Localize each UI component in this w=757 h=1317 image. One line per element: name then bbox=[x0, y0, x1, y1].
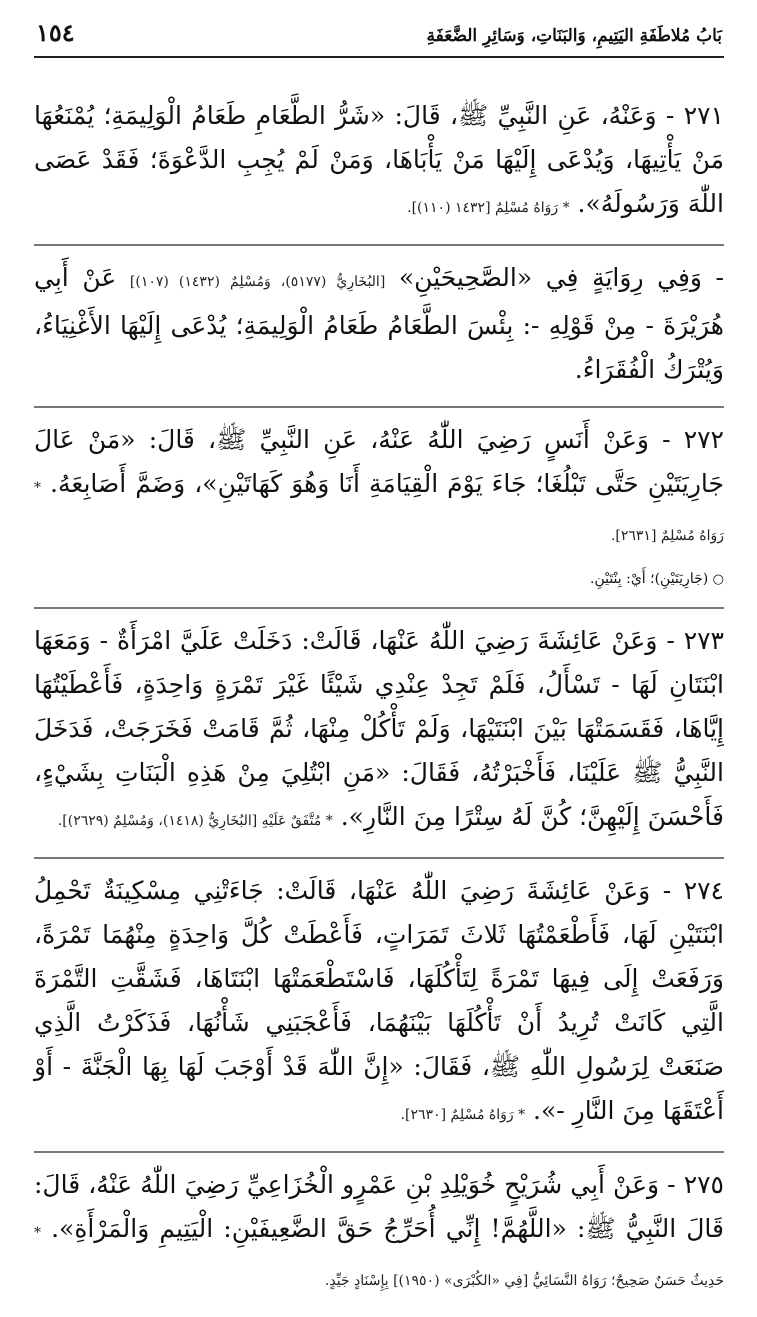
footnote bbox=[34, 566, 724, 593]
hadith-body: ٢٧٣ - وَعَنْ عَائِشَةَ رَضِيَ اللّٰهُ عَنْهَا، قَالَتْ: دَخَلَتْ عَلَيَّ امْرَأَةٌ - وَمَعَهَا ابْنَتَانِ لَهَا - تَسْأَلُ، فَلَمْ تَجِدْ عِنْدِي شَيْئًا غَيْرَ تَمْرَةٍ وَاحِدَةٍ، فَأَعْطَيْتُهَا إِيَّاهَا، فَقَسَمَتْهَا بَيْنَ ابْنَتَيْهَا، وَلَمْ تَأْكُلْ مِنْهَا، ثُمَّ قَامَتْ فَخَرَجَتْ، فَدَخَلَ النَّبِيُّ ﷺ عَلَيْنَا، فَأَخْبَرْتُهُ، فَقَالَ: «مَنِ ابْتُلِيَ مِنْ هَذِهِ الْبَنَاتِ بِشَيْءٍ، فَأَحْسَنَ إِلَيْهِنَّ؛ كُنَّ لَهُ سِتْرًا مِنَ النَّارِ». bbox=[34, 626, 724, 831]
hadith-source: * حَدِيثٌ حَسَنٌ صَحِيحٌ؛ رَوَاهُ النَّسَائِيُّ [فِي «الكُبْرَى» (١٩٥٠)] بِإِسْنَادٍ جَيِّدٍ. bbox=[34, 1225, 724, 1289]
hadith-body: - وَفِي رِوَايَةٍ فِي «الصَّحِيحَيْنِ» bbox=[398, 263, 725, 292]
hadith-text bbox=[34, 1163, 724, 1303]
hadith-source: * رَوَاهُ مُسْلِمٌ [٢٦٣١]. bbox=[34, 480, 724, 544]
page-content bbox=[34, 84, 724, 1317]
page-number: ١٥٤ bbox=[36, 18, 75, 47]
hadith-272 bbox=[34, 408, 724, 609]
hadith-body: ٢٧١ - وَعَنْهُ، عَنِ النَّبِيِّ ﷺ، قَالَ: «شَرُّ الطَّعَامِ طَعَامُ الْوَلِيمَةِ؛ يُمْنَعُهَا مَنْ يَأْتِيهَا، وَيُدْعَى إِلَيْهَا مَنْ يَأْبَاهَا، وَمَنْ لَمْ يُجِبِ الدَّعْوَةَ؛ فَقَدْ عَصَى اللّٰهَ وَرَسُولَهُ». bbox=[34, 101, 724, 218]
hadith-text bbox=[34, 256, 724, 392]
page-header bbox=[34, 18, 724, 58]
hadith-source: * رَوَاهُ مُسْلِمٌ [١٤٣٢ (١١٠)]. bbox=[407, 200, 570, 216]
chapter-title: بَابُ مُلاطَفَةِ اليَتِيمِ، وَالبَنَاتِ، وَسَائِرِ الضَّعَفَةِ bbox=[426, 26, 722, 46]
hadith-274 bbox=[34, 859, 724, 1153]
hadith-body: ٢٧٤ - وَعَنْ عَائِشَةَ رَضِيَ اللّٰهُ عَنْهَا، قَالَتْ: جَاءَتْنِي مِسْكِينَةٌ تَحْمِلُ ابْنَتَيْنِ لَهَا، فَأَطْعَمْتُهَا ثَلاثَ تَمَرَاتٍ، فَأَعْطَتْ كُلَّ وَاحِدَةٍ مِنْهُمَا تَمْرَةً، وَرَفَعَتْ إِلَى فِيهَا تَمْرَةً لِتَأْكُلَهَا، فَاسْتَطْعَمَتْهَا ابْنَتَاهَا، فَشَقَّتِ التَّمْرَةَ الَّتِي كَانَتْ تُرِيدُ أَنْ تَأْكُلَهَا بَيْنَهُمَا، فَأَعْجَبَنِي شَأْنُهَا، فَذَكَرْتُ الَّذِي صَنَعَتْ لِرَسُولِ اللّٰهِ ﷺ، فَقَالَ: «إِنَّ اللّٰهَ قَدْ أَوْجَبَ لَهَا بِهَا الْجَنَّةَ - أَوْ أَعْتَقَهَا مِنَ النَّارِ -». bbox=[34, 876, 724, 1125]
hadith-source: [البُخَارِيُّ (٥١٧٧)، وَمُسْلِمٌ (١٤٣٢) (١٠٧)] bbox=[129, 274, 386, 290]
hadith-body: ٢٧٥ - وَعَنْ أَبِي شُرَيْحٍ خُوَيْلِدِ بْنِ عَمْرٍو الْخُزَاعِيِّ رَضِيَ اللّٰهُ عَنْهُ، قَالَ: قَالَ النَّبِيُّ ﷺ: «اللَّهُمَّ! إِنِّي أُحَرِّجُ حَقَّ الضَّعِيفَيْنِ: الْيَتِيمِ وَالْمَرْأَةِ». bbox=[34, 1170, 724, 1243]
hadith-text bbox=[34, 418, 724, 558]
footnote-text: (جَارِيَتَيْنِ)؛ أَيْ: بِنْتَيْنِ. bbox=[590, 571, 709, 587]
hadith-273 bbox=[34, 609, 724, 859]
hadith-source: * مُتَّفَقٌ عَلَيْهِ [البُخَارِيُّ (١٤١٨)، وَمُسْلِمٌ (٢٦٢٩)]. bbox=[57, 813, 333, 829]
hadith-body: ٢٧٢ - وَعَنْ أَنَسٍ رَضِيَ اللّٰهُ عَنْهُ، عَنِ النَّبِيِّ ﷺ، قَالَ: «مَنْ عَالَ جَارِيَتَيْنِ حَتَّى تَبْلُغَا؛ جَاءَ يَوْمَ الْقِيَامَةِ أَنَا وَهُوَ كَهَاتَيْنِ»، وَضَمَّ أَصَابِعَهُ. bbox=[34, 425, 724, 498]
hadith-271 bbox=[34, 84, 724, 246]
hadith-text bbox=[34, 619, 724, 843]
hadith-text bbox=[34, 94, 724, 230]
hadith-275 bbox=[34, 1153, 724, 1317]
hadith-body-continued: عَنْ أَبِي هُرَيْرَةَ - مِنْ قَوْلِهِ -: بِئْسَ الطَّعَامُ طَعَامُ الْوَلِيمَةِ؛ يُدْعَى إِلَيْهَا الأَغْنِيَاءُ، وَيُتْرَكُ الْفُقَرَاءُ. bbox=[34, 263, 724, 384]
hadith-text bbox=[34, 869, 724, 1137]
book-page bbox=[34, 18, 725, 1289]
footnote-marker: ○ bbox=[712, 572, 724, 587]
hadith-source: * رَوَاهُ مُسْلِمٌ [٢٦٣٠]. bbox=[400, 1107, 526, 1123]
hadith-271-variant bbox=[34, 246, 724, 408]
